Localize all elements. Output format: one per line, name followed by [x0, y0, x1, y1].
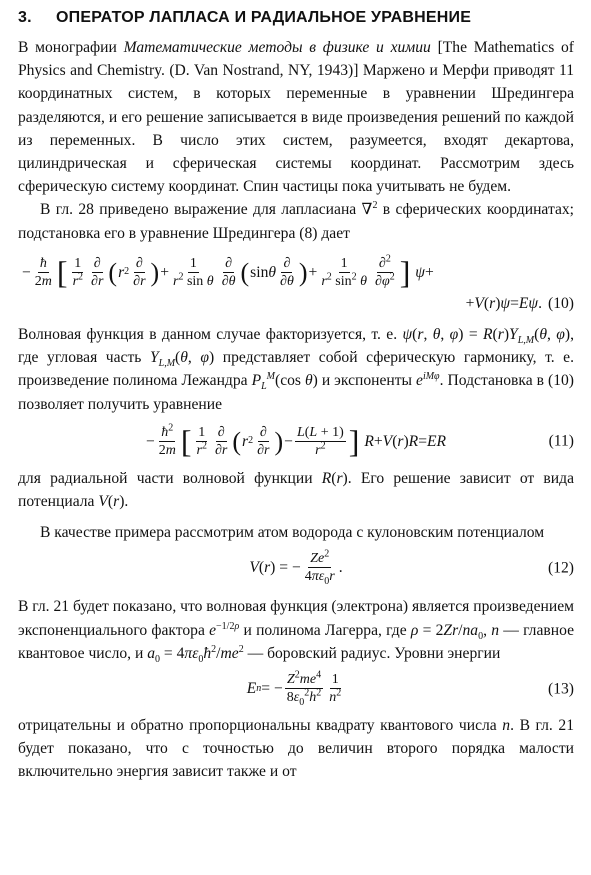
equation-13: E n = − $\frac{Z^2me^4}{8\varepsilon_0^2h^2}$ $\frac{1}{n^2}$ (13)	[246, 669, 574, 708]
paragraph-factorization: Волновая функция в данном случае факторизуется, т. е. ψ(r, θ, $\varphi) = R(r)Y_{L,M}(\theta$, φ), где угловая часть $Y_{L,M}(\theta$, φ) представляет собой сферическую гармонику, т. е. произведение полинома Лежандра $P_L^M(\cos$ θ) и экспоненты $e^{iM\varphi}$. Подстановка в (10) позволяет получить уравнение	[18, 326, 574, 413]
equation-12-number: (12)	[548, 559, 574, 577]
equation-11: − $\frac{ħ^2}{2m}$ [ $\frac{1}{r^2}$ $\frac{\partial}{\partial r}$ ( r 2 $\frac{\partial}{\partial r}$ ) − $\frac{L(L + 1)}{r^2}$ ] R + V ( r ) R = ER (11)	[145, 422, 574, 460]
section-heading	[18, 6, 574, 30]
equation-12: V ( r ) = − $\frac{Ze^2}{4\pi\varepsilon_0r}$ . (12)	[249, 548, 574, 588]
equation-10-line-2: + V ( r ) ψ = Eψ . (10)	[18, 292, 574, 315]
paragraph-radial: для радиальной части волновой функции R(r). Его решение зависит от вида потенциала V(r).	[18, 469, 574, 511]
paragraph-intro	[18, 36, 574, 198]
laplacian-text-a: В гл. 28 приведено выражение для лапласиана ∇	[40, 201, 373, 219]
paragraph-laguerre: В гл. 21 будет показано, что волновая функция (электрона) является произведением экспоненциального фактора $e^{-1/2\rho}$ и полинома Лагерра, где $\rho = 2Zr/na_0$, n — главное квантовое число, и $a_0$ = $4\pi\varepsilon_0ħ^2/me^2$ — боровский радиус. Уровни энергии	[18, 598, 574, 665]
paragraph-energy: отрицательны и обратно пропорциональны квадрату квантового числа n. В гл. 21 будет показано, что с точностью до величин второго порядка малости включительно энергия зависит также и от	[18, 717, 574, 781]
equation-10-number: (10)	[548, 294, 574, 312]
paragraph-hydrogen	[18, 521, 574, 544]
intro-text-a: В монографии	[18, 39, 124, 56]
page	[18, 6, 574, 784]
equation-11-number: (11)	[548, 432, 574, 450]
book-title: Математические методы в физике и химии	[123, 39, 431, 56]
paragraph-laplacian: В гл. 28 приведено выражение для лапласиана ∇$^2$ в сферических координатах; подстановка его в уравнение Шредингера (8) дает	[18, 200, 574, 242]
section-title: ОПЕРАТОР ЛАПЛАСА И РАДИАЛЬНОЕ УРАВНЕНИЕ	[56, 9, 472, 26]
section-number: 3.	[18, 9, 32, 26]
equation-13-number: (13)	[548, 679, 574, 697]
intro-text-b: [The Mathematics of Physics and Chemistry. (D. Van Nostrand, NY, 1943)] Маржено и Мерфи приводят 11 координатных систем, в которых переменные в уравнении Шредингера разделяются, и его решение записывается в виде произведения решений по каждой из переменных. В число этих систем, разумеется, входят декартова, цилиндрическая и сферическая системы координат. Рассмотрим здесь сферическую систему координат. Спин частицы пока учитывать не будем.	[18, 39, 574, 196]
laplacian-text-b: в сферических координатах; подстановка его в уравнение Шредингера (8) дает	[18, 201, 574, 242]
equation-10-line-1: − $\frac{ħ}{2m}$ [ $\frac{1}{r^2}$ $\frac{\partial}{\partial r}$ ( r 2 $\frac{\partial}{\partial r}$ ) + $\frac{1}{r^2 \sin \theta}$ $\frac{\partial}{\partial\theta}$ ( sin θ $\frac{\partial}{\partial\theta}$ ) + $\frac{1}{r^2 \sin^2 \theta}$ $\frac{\partial^2}{\partial\varphi^2}$ ] ψ +	[22, 253, 434, 291]
hydrogen-text: В качестве примера рассмотрим атом водорода с кулоновским потенциалом	[40, 524, 545, 542]
